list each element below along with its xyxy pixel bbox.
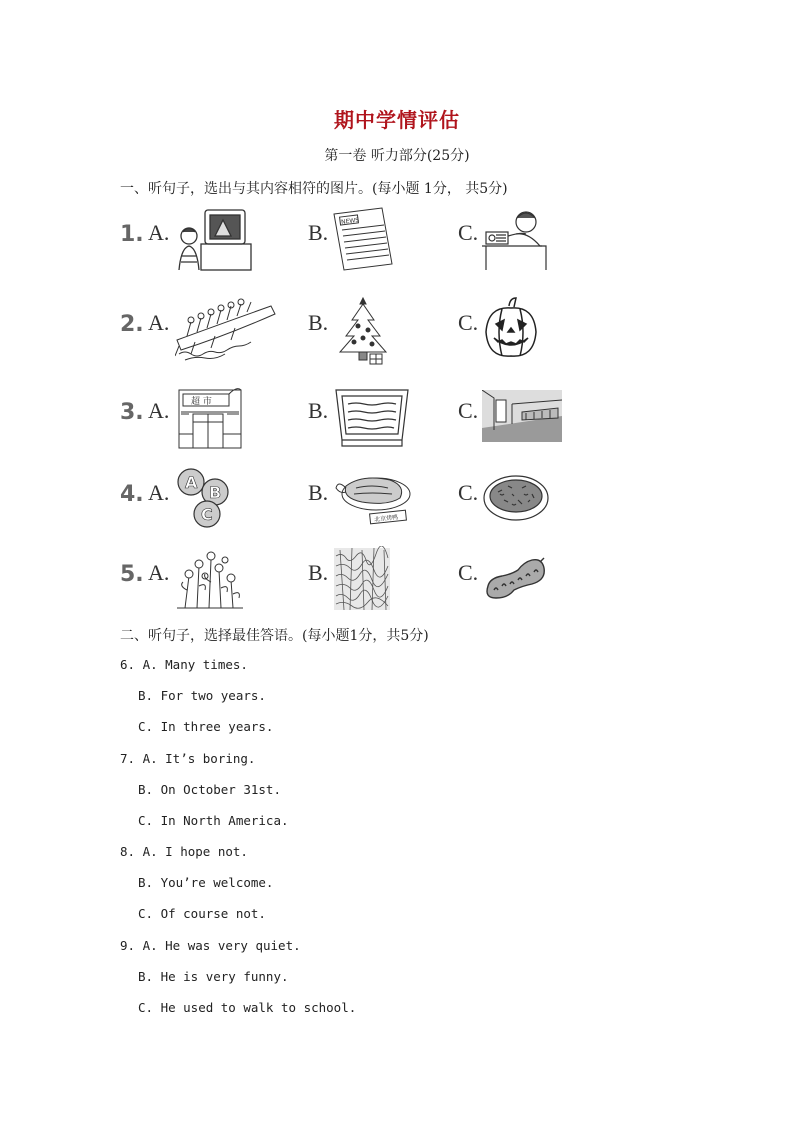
option-a: 9. A. He was very quiet. [120,938,301,953]
option-c-label: C. [458,398,479,423]
option-a: 8. A. I hope not. [120,844,248,859]
option-b-label: B. [308,220,329,245]
picture-question-3 [120,384,580,454]
option-b: B. You’re welcome. [138,875,274,890]
question-number: 4. [120,482,144,507]
option-c: C. In North America. [138,813,289,828]
option-c-label: C. [458,480,479,505]
swimming-pool-image [332,384,412,450]
flowers-plants-image [175,546,245,612]
boy-listening-radio-image [482,206,562,272]
option-b-label: B. [308,310,329,335]
cookie-letter-a: A [185,473,198,492]
option-a-label: A. [148,310,170,335]
option-c-label: C. [458,310,479,335]
option-a: 7. A. It’s boring. [120,751,256,766]
section-2-heading: 二、听句子，选择最佳答语。(每小题1分，共5分) [120,628,429,644]
option-a: 6. A. Many times. [120,657,248,672]
option-c: C. He used to walk to school. [138,1000,357,1015]
picture-question-2 [120,296,580,366]
option-a-label: A. [148,560,170,585]
cookie-letter-b: B [209,483,222,502]
option-c-label: C. [458,560,479,585]
section-1-heading: 一、听句子，选出与其内容相符的图片。(每小题 1分， 共5分) [120,181,508,197]
cookie-letter-c: C [201,505,213,524]
supermarket-image [177,384,243,450]
option-a-label: A. [148,220,170,245]
dragon-boat-race-image [175,296,279,362]
question-number: 1. [120,222,144,247]
option-b: B. For two years. [138,688,266,703]
boy-watching-tv-image [175,206,255,272]
peanut-image [482,546,548,612]
pizza-image [482,466,552,532]
question-number: 5. [120,562,144,587]
tree-foliage-image [332,546,392,612]
jack-o-lantern-image [482,296,540,362]
page-title: 期中学情评估 [334,108,460,132]
option-b-label: B. [308,398,329,423]
picture-question-4 [120,466,580,536]
option-c-label: C. [458,220,479,245]
hallway-image [482,390,562,442]
option-b: B. On October 31st. [138,782,281,797]
supermarket-sign-text: 超 市 [191,397,212,407]
picture-question-1 [120,206,580,276]
option-b-label: B. [308,480,329,505]
newspaper-text: NEWS [340,216,360,226]
duck-label-text: 北京烤鸭 [373,513,399,524]
newspaper-image [330,206,410,272]
christmas-tree-image [334,296,392,366]
question-number: 3. [120,400,144,425]
alphabet-cookies-image [175,466,241,532]
page-subtitle: 第一卷 听力部分(25分) [324,148,470,164]
option-a-label: A. [148,398,170,423]
question-number: 2. [120,312,144,337]
option-c: C. In three years. [138,719,274,734]
picture-question-5 [120,546,580,616]
option-c: C. Of course not. [138,906,266,921]
option-a-label: A. [148,480,170,505]
option-b-label: B. [308,560,329,585]
option-b: B. He is very funny. [138,969,289,984]
roast-duck-image [332,466,414,532]
